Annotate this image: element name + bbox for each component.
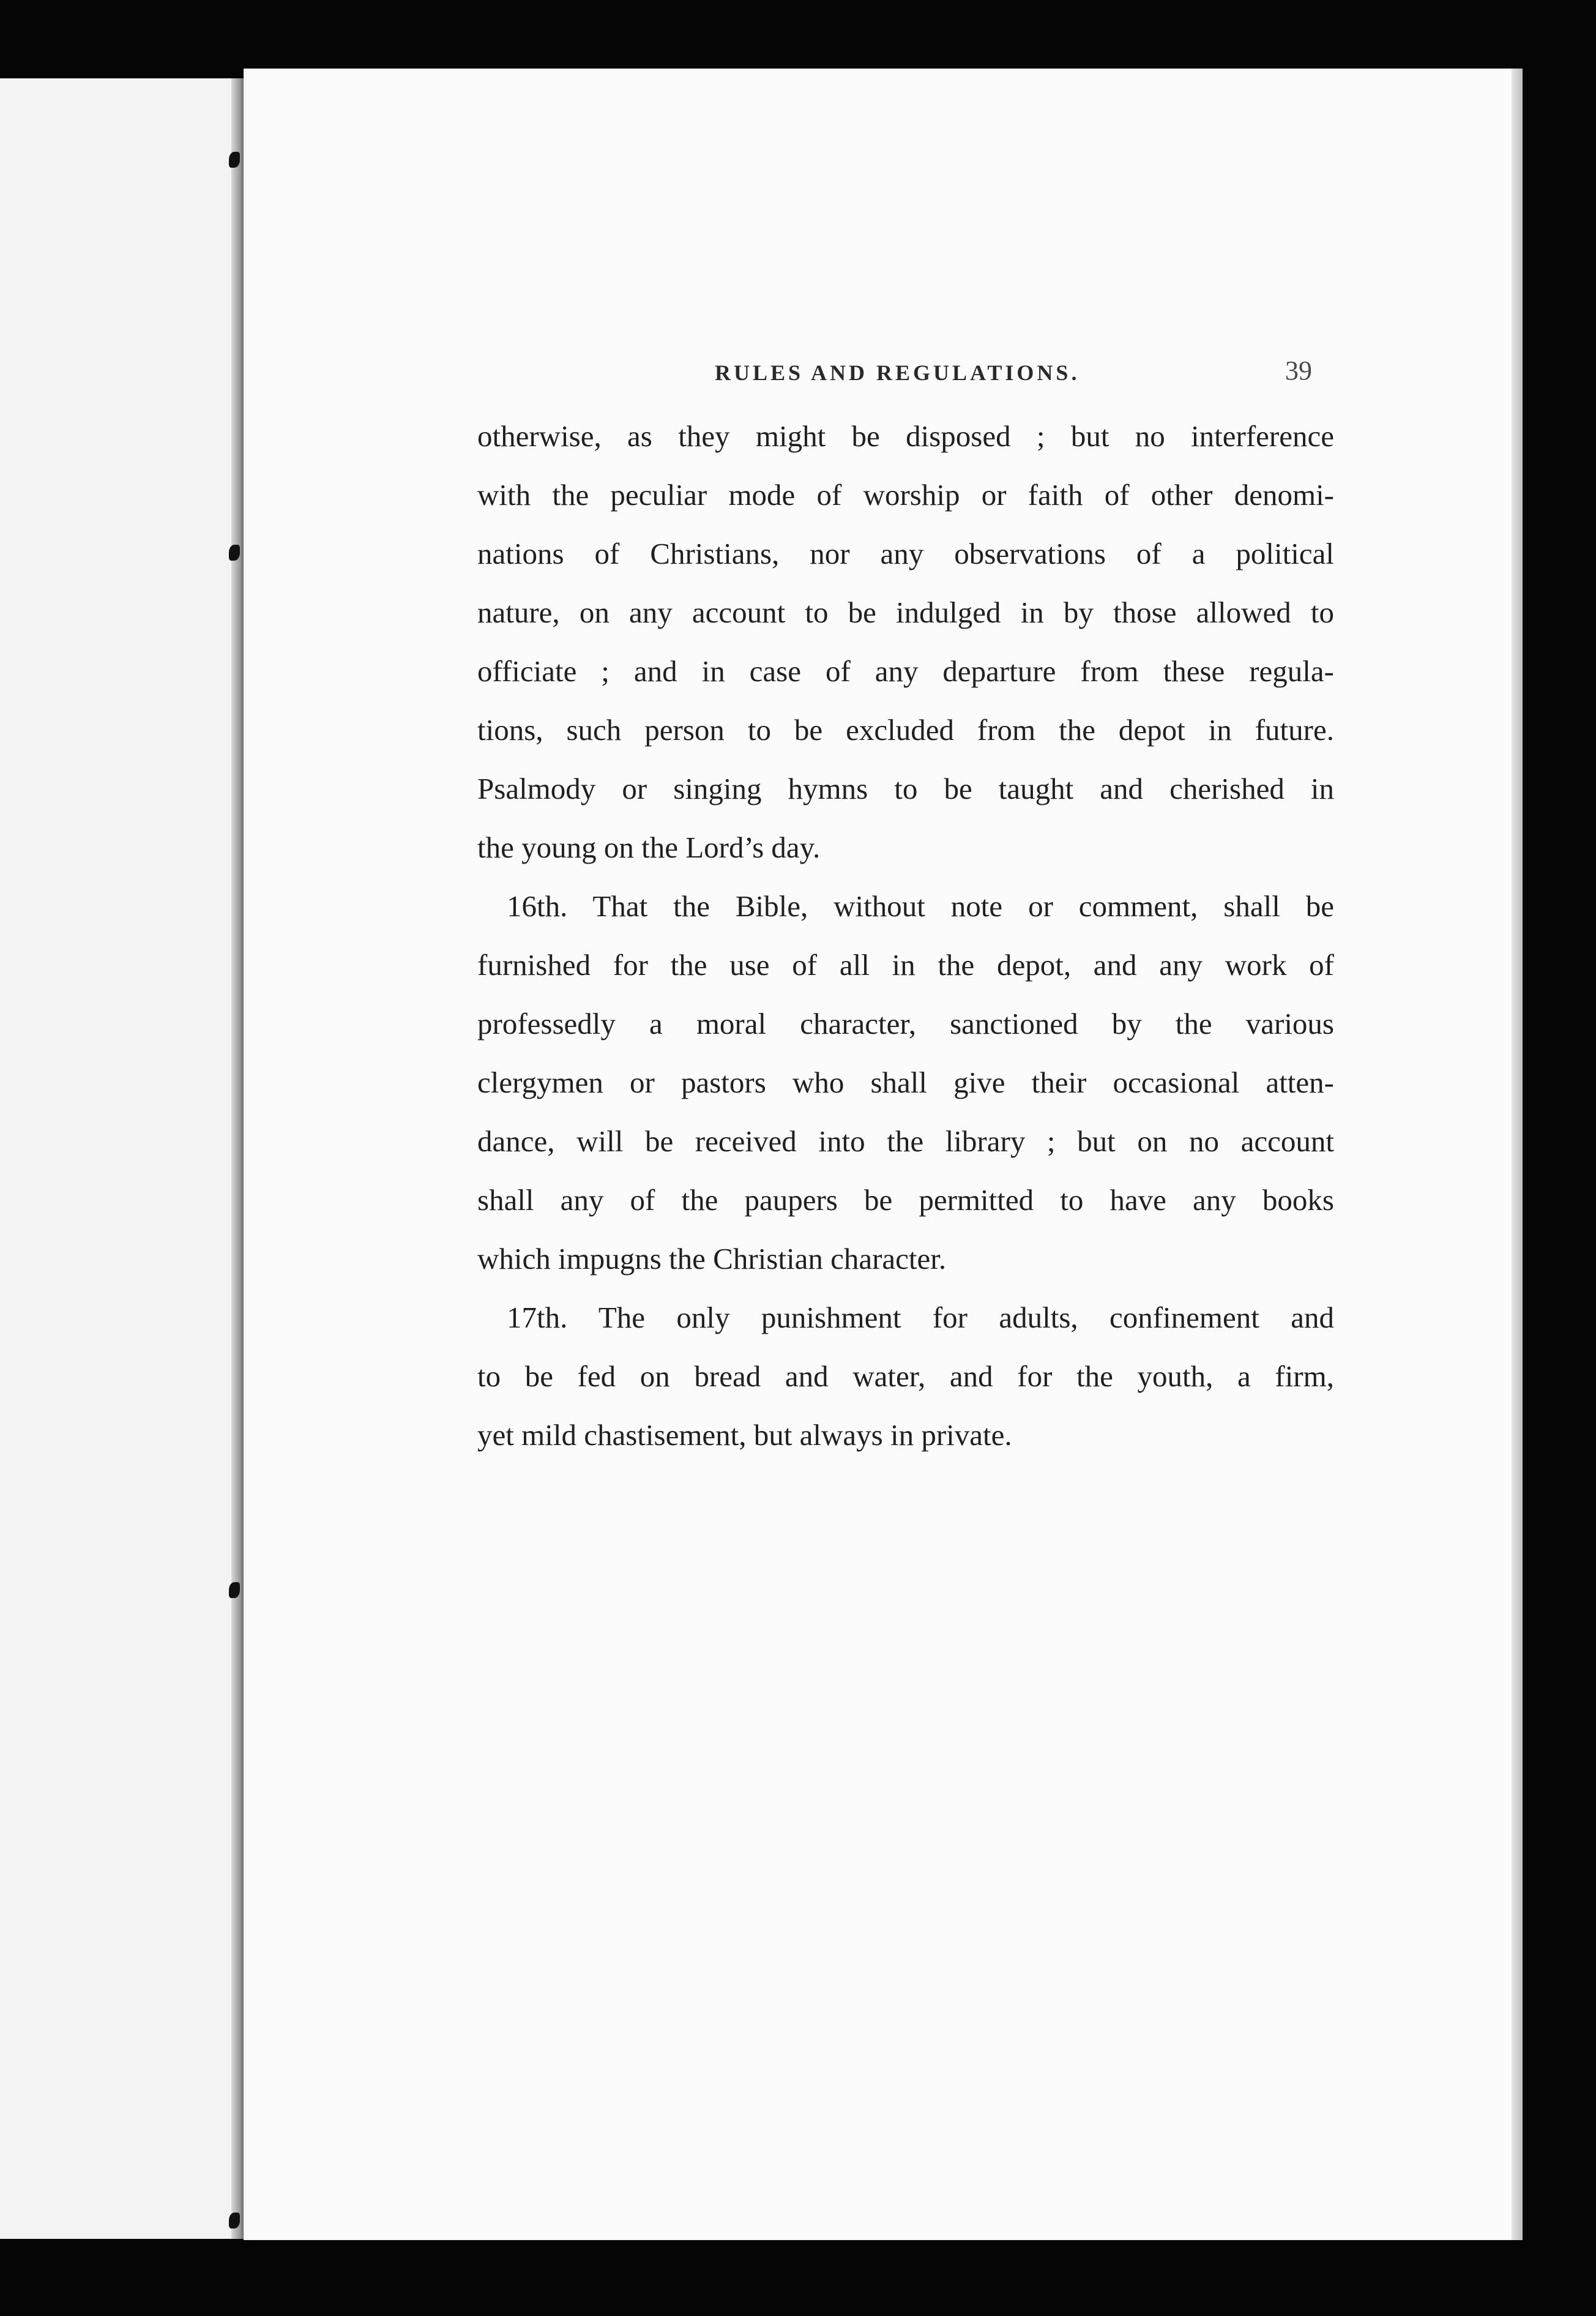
body-text-line: tions, such person to be excluded from the depot in future. [477, 713, 1334, 747]
body-text-line: officiate ; and in case of any departure from these regula- [477, 654, 1334, 688]
body-text-line: to be fed on bread and water, and for the youth, a firm, [477, 1359, 1334, 1393]
body-text-line: dance, will be received into the library ; but on no account [477, 1124, 1334, 1158]
body-text-line: otherwise, as they might be disposed ; but no interference [477, 419, 1334, 453]
body-text-line: which impugns the Christian character. [477, 1242, 947, 1276]
body-text-line: clergymen or pastors who shall give their occasional atten- [477, 1066, 1334, 1099]
body-text-line: Psalmody or singing hymns to be taught and cherished in [477, 772, 1334, 805]
page-number: 39 [1285, 356, 1312, 386]
binding-mark [229, 152, 240, 168]
body-text-line: shall any of the paupers be permitted to have any books [477, 1183, 1334, 1217]
paragraph-16-first-line: 16th. That the Bible, without note or comment, shall be [507, 889, 1334, 923]
body-text-line: furnished for the use of all in the depot, and any work of [477, 948, 1334, 982]
running-head: RULES AND REGULATIONS. [715, 360, 1080, 385]
binding-mark [229, 1582, 240, 1598]
body-text-line: nations of Christians, nor any observations of a political [477, 537, 1334, 570]
binding-mark [229, 2213, 240, 2228]
binding-mark [229, 545, 240, 561]
page-edge [1512, 69, 1523, 2240]
left-page [0, 78, 242, 2239]
body-text-line: professedly a moral character, sanctioned by the various [477, 1007, 1334, 1040]
body-text-line: the young on the Lord’s day. [477, 831, 821, 864]
body-text-line: yet mild chastisement, but always in private. [477, 1418, 1012, 1452]
body-text-line: with the peculiar mode of worship or faith of other denomi- [477, 478, 1334, 512]
body-text-line: nature, on any account to be indulged in by those allowed to [477, 596, 1334, 629]
paragraph-17-first-line: 17th. The only punishment for adults, confinement and [507, 1301, 1334, 1334]
